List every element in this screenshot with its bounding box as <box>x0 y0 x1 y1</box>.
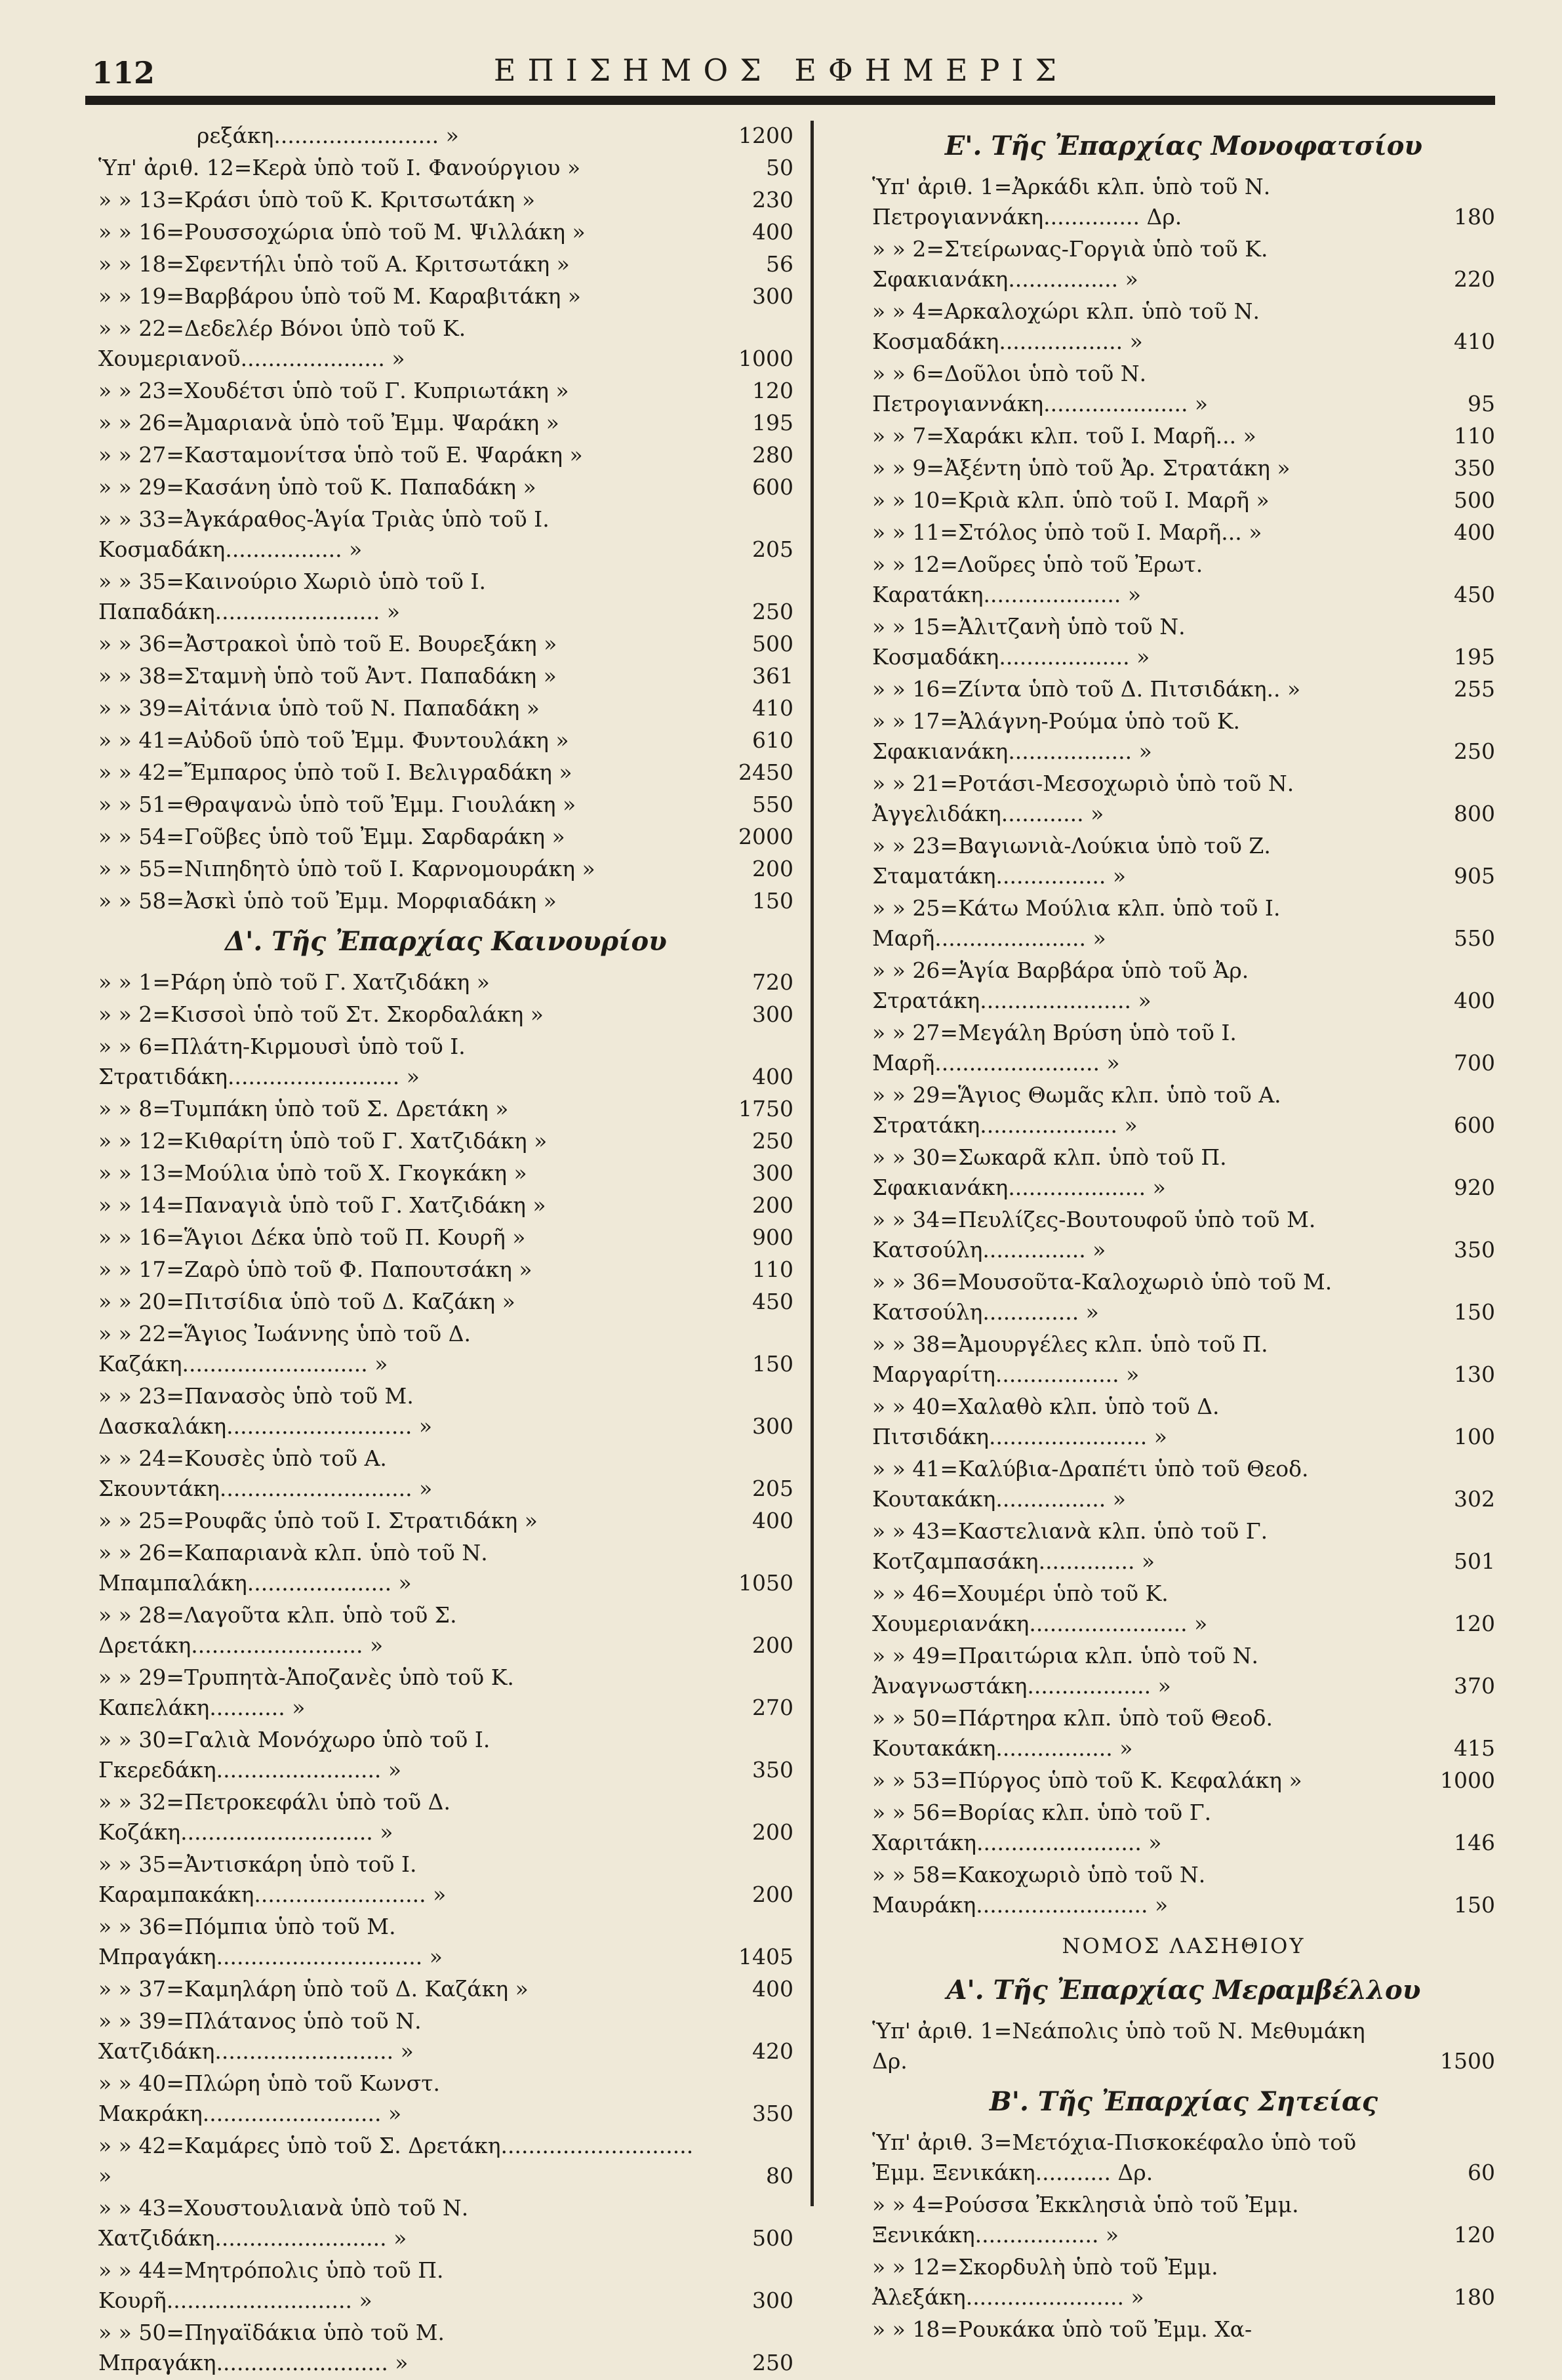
list-item <box>98 1126 793 1156</box>
entry-amount: 450 <box>1454 582 1495 607</box>
list-item <box>98 2131 793 2191</box>
entry-amount: 420 <box>752 2038 793 2064</box>
entry-amount: 205 <box>752 536 793 562</box>
entry-amount: 130 <box>1454 1361 1495 1387</box>
list-item <box>98 1663 793 1723</box>
entry-amount: 900 <box>752 1224 793 1250</box>
list-item <box>98 725 793 756</box>
entry-amount: 120 <box>752 378 793 403</box>
entry-text: » » 23=Χουδέτσι ὑπὸ τοῦ Γ. Κυπριωτάκη » <box>98 378 569 403</box>
entry-text: » » 7=Χαράκι κλπ. τοῦ Ι. Μαρῆ... » <box>872 423 1256 449</box>
list-item <box>872 1267 1495 1327</box>
entry-amount: 501 <box>1454 1548 1495 1574</box>
entry-amount: 280 <box>752 442 793 468</box>
entry-text: » » 40=Πλώρη ὑπὸ τοῦ Κωνστ. Μακράκη.......................... » <box>98 2070 440 2126</box>
entry-text: » » 50=Πάρτηρα κλπ. ὑπὸ τοῦ Θεοδ. Κουτακάκη................. » <box>872 1705 1273 1761</box>
entry-text: » » 9=Ἀξέντη ὑπὸ τοῦ Ἀρ. Στρατάκη » <box>872 455 1291 481</box>
list-item <box>98 661 793 691</box>
list-item <box>872 1392 1495 1452</box>
list-item <box>872 674 1495 704</box>
entry-amount: 50 <box>766 155 793 180</box>
entry-amount: 205 <box>752 1476 793 1501</box>
entry-amount: 1000 <box>1440 1767 1495 1793</box>
list-item <box>872 1798 1495 1858</box>
list-item <box>872 517 1495 548</box>
list-item <box>98 1443 793 1504</box>
entry-amount: 56 <box>766 251 793 277</box>
list-item <box>98 2193 793 2253</box>
list-item <box>98 854 793 884</box>
entry-amount: 120 <box>1454 1611 1495 1636</box>
running-title: ΕΠΙΣΗΜΟΣ ΕΦΗΜΕΡΙΣ <box>493 52 1069 88</box>
list-item <box>98 121 793 151</box>
list-item <box>872 1142 1495 1203</box>
entry-amount: 500 <box>1454 487 1495 513</box>
list-item <box>98 2255 793 2316</box>
page-number: 112 <box>92 55 155 91</box>
entry-text: » » 13=Κράσι ὑπὸ τοῦ Κ. Κριτσωτάκη » <box>98 187 536 212</box>
entry-text: » » 13=Μούλια ὑπὸ τοῦ Χ. Γκογκάκη » <box>98 1160 527 1186</box>
entry-text: » » 38=Ἀμουργέλες κλπ. ὑπὸ τοῦ Π. Μαργαρίτη.................. » <box>872 1331 1268 1387</box>
list-item <box>872 1018 1495 1078</box>
entry-amount: 180 <box>1454 204 1495 230</box>
entry-text: » » 41=Αὐδοῦ ὑπὸ τοῦ Ἐμμ. Φυντουλάκη » <box>98 727 569 753</box>
list-item <box>872 1641 1495 1701</box>
entry-amount: 150 <box>1454 1299 1495 1325</box>
list-item <box>98 1912 793 1972</box>
entry-text: » » 16=Ζίντα ὑπὸ τοῦ Δ. Πιτσιδάκη.. » <box>872 676 1301 702</box>
entry-amount: 255 <box>1454 676 1495 702</box>
entry-text: » » 25=Ρουφᾶς ὑπὸ τοῦ Ι. Στρατιδάκη » <box>98 1508 538 1533</box>
entry-text: » » 25=Κάτω Μούλια κλπ. ὑπὸ τοῦ Ι. Μαρῆ...................... » <box>872 895 1281 951</box>
entry-text: » » 17=Ἀλάγνη-Ρούμα ὑπὸ τοῦ Κ. Σφακιανάκη.................. » <box>872 708 1241 764</box>
nomos-heading: ΝΟΜΟΣ ΛΑΣΗΘΙΟΥ <box>1062 1933 1306 1958</box>
list-item <box>98 153 793 183</box>
entry-amount: 905 <box>1454 863 1495 889</box>
entry-amount: 1000 <box>738 346 793 371</box>
column-divider <box>811 121 814 2206</box>
list-item <box>872 485 1495 515</box>
entry-text: » » 32=Πετροκεφάλι ὑπὸ τοῦ Δ. Κοζάκη............................ » <box>98 1789 451 1845</box>
list-item <box>98 1849 793 1910</box>
entry-text: » » 8=Τυμπάκη ὑπὸ τοῦ Σ. Δρετάκη » <box>98 1096 509 1121</box>
entry-amount: 400 <box>752 1508 793 1533</box>
entry-amount: 100 <box>1454 1424 1495 1449</box>
entry-amount: 200 <box>752 1882 793 1907</box>
entry-text: » » 6=Πλάτη-Κιρμουσὶ ὑπὸ τοῦ Ι. Στρατιδάκη......................... » <box>98 1034 466 1089</box>
entry-amount: 120 <box>1454 2222 1495 2248</box>
entry-amount: 250 <box>752 2350 793 2375</box>
entry-amount: 2450 <box>738 759 793 785</box>
entry-text: » » 16=Ἅγιοι Δέκα ὑπὸ τοῦ Π. Κουρῆ » <box>98 1224 526 1250</box>
entry-text: Ὑπ' ἀριθ. 12=Κερὰ ὑπὸ τοῦ Ι. Φανούργιου » <box>98 155 581 180</box>
entry-amount: 1405 <box>738 1944 793 1969</box>
list-item <box>98 693 793 723</box>
entry-text: » » 34=Πευλίζες-Βουτουφοῦ ὑπὸ τοῦ Μ. Κατσούλη............... » <box>872 1207 1316 1262</box>
entry-amount: 450 <box>752 1289 793 1314</box>
entry-amount: 300 <box>752 1160 793 1186</box>
list-item <box>98 2318 793 2378</box>
entry-amount: 600 <box>752 474 793 500</box>
entry-amount: 1750 <box>738 1096 793 1121</box>
entry-amount: 180 <box>1454 2284 1495 2310</box>
list-item <box>872 1329 1495 1390</box>
entry-amount: 350 <box>1454 1237 1495 1262</box>
entry-text: » » 20=Πιτσίδια ὑπὸ τοῦ Δ. Καζάκη » <box>98 1289 515 1314</box>
entry-text: » » 30=Σωκαρᾶ κλπ. ὑπὸ τοῦ Π. Σφακιανάκη.................... » <box>872 1144 1227 1200</box>
entry-amount: 110 <box>752 1257 793 1282</box>
list-item <box>98 1190 793 1220</box>
list-item <box>98 567 793 627</box>
list-item <box>98 886 793 916</box>
entry-amount: 370 <box>1454 1673 1495 1699</box>
list-item <box>872 1516 1495 1577</box>
entry-amount: 410 <box>1454 329 1495 354</box>
entry-text: » » 53=Πύργος ὑπὸ τοῦ Κ. Κεφαλάκη » <box>872 1767 1302 1793</box>
entry-text: ρεξάκη........................ » <box>197 123 459 148</box>
section-heading: Α'. Τῆς Ἐπαρχίας Μεραμβέλλου <box>946 1975 1421 2006</box>
list-item <box>98 1600 793 1661</box>
entry-amount: 1200 <box>738 123 793 148</box>
entry-text: » » 23=Πανασὸς ὑπὸ τοῦ Μ. Δασκαλάκη........................... » <box>98 1383 433 1439</box>
list-item <box>98 1222 793 1253</box>
entry-text: » » 12=Λοῦρες ὑπὸ τοῦ Ἐρωτ. Καρατάκη.................... » <box>872 552 1203 607</box>
entry-amount: 200 <box>752 1632 793 1658</box>
list-item <box>872 831 1495 891</box>
entry-text: » » 46=Χουμέρι ὑπὸ τοῦ Κ. Χουμεριανάκη....................... » <box>872 1581 1208 1636</box>
entry-text: » » 14=Παναγιὰ ὑπὸ τοῦ Γ. Χατζιδάκη » <box>98 1192 546 1218</box>
entry-text: » » 12=Κιθαρίτη ὑπὸ τοῦ Γ. Χατζιδάκη » <box>98 1128 548 1154</box>
entry-text: » » 29=Ἅγιος Θωμᾶς κλπ. ὑπὸ τοῦ Α. Στρατάκη.................... » <box>872 1082 1281 1138</box>
entry-text: » » 33=Ἀγκάραθος-Ἁγία Τριὰς ὑπὸ τοῦ Ι. Κοσμαδάκη................. » <box>98 506 550 562</box>
entry-amount: 60 <box>1468 2160 1495 2185</box>
list-item <box>872 1765 1495 1796</box>
entry-amount: 95 <box>1468 391 1495 416</box>
entry-amount: 250 <box>752 1128 793 1154</box>
list-item <box>98 1538 793 1598</box>
list-item <box>872 172 1495 232</box>
entry-amount: 110 <box>1454 423 1495 449</box>
entry-text: Ὑπ' ἀριθ. 1=Νεάπολις ὑπὸ τοῦ Ν. Μεθυμάκη Δρ. <box>872 2018 1365 2074</box>
entry-text: » » 43=Καστελιανὰ κλπ. ὑπὸ τοῦ Γ. Κοτζαμπασάκη.............. » <box>872 1518 1268 1574</box>
list-item <box>872 453 1495 483</box>
list-item <box>98 440 793 470</box>
list-item <box>98 967 793 998</box>
entry-text: » » 4=Αρκαλοχώρι κλπ. ὑπὸ τοῦ Ν. Κοσμαδάκη.................. » <box>872 298 1260 354</box>
entry-amount: 80 <box>766 2163 793 2188</box>
entry-text: » » 43=Χουστουλιανὰ ὑπὸ τοῦ Ν. Χατζιδάκη......................... » <box>98 2195 469 2251</box>
header-rule <box>85 96 1495 105</box>
entry-amount: 415 <box>1454 1735 1495 1761</box>
entry-text: » » 18=Ρουκάκα ὑπὸ τοῦ Ἐμμ. Χα- <box>872 2316 1252 2342</box>
list-item <box>98 999 793 1030</box>
list-item <box>872 1860 1495 1920</box>
entry-amount: 300 <box>752 2288 793 2313</box>
entry-text: » » 35=Καινούριο Χωριὸ ὑπὸ τοῦ Ι. Παπαδάκη........................ » <box>98 569 486 624</box>
list-item <box>98 822 793 852</box>
list-item <box>872 893 1495 954</box>
entry-text: » » 12=Σκορδυλὴ ὑπὸ τοῦ Ἐμμ. Ἀλεξάκη....................... » <box>872 2254 1218 2310</box>
entry-text: » » 49=Πραιτώρια κλπ. ὑπὸ τοῦ Ν. Ἀναγνωστάκη.................. » <box>872 1643 1259 1699</box>
list-item <box>872 1703 1495 1764</box>
list-item <box>872 2128 1495 2188</box>
entry-text: » » 36=Πόμπια ὑπὸ τοῦ Μ. Μπραγάκη.............................. » <box>98 1914 443 1969</box>
list-item <box>872 296 1495 357</box>
list-item <box>872 1454 1495 1514</box>
entry-text: » » 39=Αἰτάνια ὑπὸ τοῦ Ν. Παπαδάκη » <box>98 695 540 721</box>
list-item <box>98 217 793 247</box>
list-item <box>98 2068 793 2129</box>
entry-amount: 400 <box>752 1976 793 2002</box>
entry-text: » » 27=Κασταμονίτσα ὑπὸ τοῦ Ε. Ψαράκη » <box>98 442 583 468</box>
list-item <box>872 956 1495 1016</box>
entry-amount: 700 <box>1454 1050 1495 1076</box>
entry-text: » » 26=Καπαριανὰ κλπ. ὑπὸ τοῦ Ν. Μπαμπαλάκη..................... » <box>98 1540 488 1596</box>
section-heading: Β'. Τῆς Ἐπαρχίας Σητείας <box>989 2086 1378 2117</box>
list-item <box>872 1080 1495 1140</box>
entry-amount: 400 <box>1454 988 1495 1013</box>
entry-amount: 195 <box>1454 644 1495 670</box>
entry-text: » » 58=Ἀσκὶ ὑπὸ τοῦ Ἐμμ. Μορφιαδάκη » <box>98 888 557 914</box>
section-heading: Ε'. Τῆς Ἐπαρχίας Μονοφατσίου <box>944 131 1423 161</box>
list-item <box>872 1579 1495 1639</box>
entry-text: » » 17=Ζαρὸ ὑπὸ τοῦ Φ. Παπουτσάκη » <box>98 1257 532 1282</box>
entry-amount: 500 <box>752 631 793 656</box>
list-item <box>98 2006 793 2067</box>
list-item <box>98 1158 793 1188</box>
entry-amount: 400 <box>752 219 793 245</box>
entry-amount: 400 <box>1454 519 1495 545</box>
entry-amount: 550 <box>752 792 793 817</box>
entry-amount: 800 <box>1454 801 1495 826</box>
entry-amount: 2000 <box>738 824 793 849</box>
entry-amount: 150 <box>752 1351 793 1377</box>
list-item <box>98 472 793 502</box>
list-item <box>872 2190 1495 2250</box>
entry-text: » » 19=Βαρβάρου ὑπὸ τοῦ Μ. Καραβιτάκη » <box>98 283 581 309</box>
entry-text: » » 2=Κισσοὶ ὑπὸ τοῦ Στ. Σκορδαλάκη » <box>98 1001 544 1027</box>
entry-text: » » 26=Ἀμαριανὰ ὑπὸ τοῦ Ἐμμ. Ψαράκη » <box>98 410 559 435</box>
entry-text: » » 1=Ράρη ὑπὸ τοῦ Γ. Χατζιδάκη » <box>98 969 490 995</box>
list-item <box>98 790 793 820</box>
entry-text: » » 58=Κακοχωριὸ ὑπὸ τοῦ Ν. Μαυράκη......................... » <box>872 1862 1206 1918</box>
entry-amount: 550 <box>1454 925 1495 951</box>
entry-text: » » 26=Ἁγία Βαρβάρα ὑπὸ τοῦ Ἀρ. Στρατάκη...................... » <box>872 958 1249 1013</box>
list-item <box>872 706 1495 767</box>
entry-amount: 200 <box>752 1819 793 1845</box>
left-column <box>98 121 793 2380</box>
entry-text: » » 29=Τρυπητὰ-Ἀποζανὲς ὑπὸ τοῦ Κ. Καπελάκη........... » <box>98 1664 514 1720</box>
list-item <box>872 2314 1495 2345</box>
list-item <box>98 1725 793 1785</box>
entry-amount: 200 <box>752 856 793 881</box>
entry-text: » » 51=Θραψανὼ ὑπὸ τοῦ Ἐμμ. Γιουλάκη » <box>98 792 576 817</box>
right-column <box>872 121 1495 2347</box>
entry-text: » » 21=Ροτάσι-Μεσοχωριὸ ὑπὸ τοῦ Ν. Ἀγγελιδάκη............ » <box>872 771 1294 826</box>
entry-text: » » 36=Ἀστρακοὶ ὑπὸ τοῦ Ε. Βουρεξάκη » <box>98 631 557 656</box>
entry-text: » » 35=Ἀντισκάρη ὑπὸ τοῦ Ι. Καραμπακάκη......................... » <box>98 1851 447 1907</box>
entry-text: » » 37=Καμηλάρη ὑπὸ τοῦ Δ. Καζάκη » <box>98 1976 529 2002</box>
entry-amount: 610 <box>752 727 793 753</box>
list-item <box>98 1094 793 1124</box>
entry-amount: 1050 <box>738 1570 793 1596</box>
entry-amount: 250 <box>1454 738 1495 764</box>
entry-text: » » 22=Δεδελέρ Βόνοι ὑπὸ τοῦ Κ. Χουμεριανοῦ..................... » <box>98 315 466 371</box>
entry-amount: 410 <box>752 695 793 721</box>
list-item <box>98 1255 793 1285</box>
entry-amount: 230 <box>752 187 793 212</box>
entry-text: » » 27=Μεγάλη Βρύση ὑπὸ τοῦ Ι. Μαρῆ........................ » <box>872 1020 1237 1076</box>
entry-text: » » 10=Κριὰ κλπ. ὑπὸ τοῦ Ι. Μαρῆ » <box>872 487 1270 513</box>
list-item <box>98 504 793 565</box>
entry-text: Ὑπ' ἀριθ. 3=Μετόχια-Πισκοκέφαλο ὑπὸ τοῦ Ἐμμ. Ξενικάκη........... Δρ. <box>872 2129 1357 2185</box>
entry-amount: 300 <box>752 1001 793 1027</box>
entry-amount: 361 <box>752 663 793 689</box>
list-item <box>98 376 793 406</box>
list-item <box>98 757 793 788</box>
list-item <box>872 550 1495 610</box>
list-item <box>98 185 793 215</box>
entry-text: » » 4=Ρούσσα Ἐκκλησιὰ ὑπὸ τοῦ Ἐμμ. Ξενικάκη.................. » <box>872 2192 1299 2248</box>
entry-text: » » 42=Ἔμπαρος ὑπὸ τοῦ Ι. Βελιγραδάκη » <box>98 759 572 785</box>
section-heading: Δ'. Τῆς Ἐπαρχίας Καινουρίου <box>225 926 667 957</box>
entry-amount: 220 <box>1454 266 1495 292</box>
list-item <box>98 1319 793 1379</box>
entry-text: » » 24=Κουσὲς ὑπὸ τοῦ Α. Σκουντάκη............................ » <box>98 1445 433 1501</box>
list-item <box>98 1032 793 1092</box>
entry-text: » » 18=Σφεντήλι ὑπὸ τοῦ Α. Κριτσωτάκη » <box>98 251 570 277</box>
list-item <box>872 612 1495 672</box>
entry-amount: 300 <box>752 283 793 309</box>
entry-text: » » 6=Δοῦλοι ὑπὸ τοῦ Ν. Πετρογιαννάκη..................... » <box>872 361 1209 416</box>
list-item <box>872 359 1495 419</box>
entry-text: » » 40=Χαλαθὸ κλπ. ὑπὸ τοῦ Δ. Πιτσιδάκη....................... » <box>872 1394 1220 1449</box>
entry-text: » » 39=Πλάτανος ὑπὸ τοῦ Ν. Χατζιδάκη.......................... » <box>98 2008 422 2064</box>
entry-text: » » 30=Γαλιὰ Μονόχωρο ὑπὸ τοῦ Ι. Γκερεδάκη........................ » <box>98 1727 491 1783</box>
entry-amount: 400 <box>752 1064 793 1089</box>
list-item <box>98 408 793 438</box>
entry-text: » » 16=Ρουσσοχώρια ὑπὸ τοῦ Μ. Ψιλλάκη » <box>98 219 586 245</box>
entry-text: » » 36=Μουσοῦτα-Καλοχωριὸ ὑπὸ τοῦ Μ. Κατσούλη.............. » <box>872 1269 1332 1325</box>
entry-amount: 1500 <box>1440 2048 1495 2074</box>
list-item <box>872 769 1495 829</box>
list-item <box>98 1381 793 1442</box>
entry-text: Ὑπ' ἀριθ. 1=Ἀρκάδι κλπ. ὑπὸ τοῦ Ν. Πετρογιαννάκη.............. Δρ. <box>872 174 1271 230</box>
entry-text: » » 42=Καμάρες ὑπὸ τοῦ Σ. Δρετάκη............................ » <box>98 2133 694 2188</box>
entry-amount: 350 <box>1454 455 1495 481</box>
entry-amount: 500 <box>752 2225 793 2251</box>
entry-amount: 146 <box>1454 1830 1495 1855</box>
entry-amount: 250 <box>752 599 793 624</box>
list-item <box>872 2252 1495 2312</box>
entry-text: » » 15=Ἀλιτζανὴ ὑπὸ τοῦ Ν. Κοσμαδάκη................... » <box>872 614 1186 670</box>
entry-text: » » 38=Σταμνὴ ὑπὸ τοῦ Ἀντ. Παπαδάκη » <box>98 663 557 689</box>
list-item <box>98 1287 793 1317</box>
entry-text: » » 44=Μητρόπολις ὑπὸ τοῦ Π. Κουρῆ........................... » <box>98 2257 444 2313</box>
entry-amount: 350 <box>752 1757 793 1783</box>
entry-amount: 200 <box>752 1192 793 1218</box>
list-item <box>98 629 793 659</box>
entry-text: » » 28=Λαγοῦτα κλπ. ὑπὸ τοῦ Σ. Δρετάκη......................... » <box>98 1602 457 1658</box>
entry-text: » » 23=Βαγιωνιὰ-Λούκια ὑπὸ τοῦ Ζ. Σταματάκη................ » <box>872 833 1271 889</box>
entry-amount: 150 <box>752 888 793 914</box>
entry-text: » » 50=Πηγαϊδάκια ὑπὸ τοῦ Μ. Μπραγάκη......................... » <box>98 2320 445 2375</box>
entry-text: » » 41=Καλύβια-Δραπέτι ὑπὸ τοῦ Θεοδ. Κουτακάκη................ » <box>872 1456 1309 1512</box>
entry-amount: 302 <box>1454 1486 1495 1512</box>
entry-amount: 920 <box>1454 1175 1495 1200</box>
entry-text: » » 2=Στείρωνας-Γοργιὰ ὑπὸ τοῦ Κ. Σφακιανάκη................ » <box>872 236 1268 292</box>
entry-text: » » 29=Κασάνη ὑπὸ τοῦ Κ. Παπαδάκη » <box>98 474 536 500</box>
entry-text: » » 22=Ἅγιος Ἰωάννης ὑπὸ τοῦ Δ. Καζάκη........................... » <box>98 1321 471 1377</box>
list-item <box>98 313 793 374</box>
entry-text: » » 11=Στόλος ὑπὸ τοῦ Ι. Μαρῆ... » <box>872 519 1262 545</box>
entry-text: » » 56=Βορίας κλπ. ὑπὸ τοῦ Γ. Χαριτάκη........................ » <box>872 1800 1212 1855</box>
entry-text: » » 54=Γοῦβες ὑπὸ τοῦ Ἐμμ. Σαρδαράκη » <box>98 824 565 849</box>
list-item <box>872 2016 1495 2076</box>
entry-amount: 195 <box>752 410 793 435</box>
list-item <box>872 421 1495 451</box>
list-item <box>98 249 793 279</box>
entry-amount: 350 <box>752 2101 793 2126</box>
list-item <box>872 234 1495 294</box>
entry-text: » » 55=Νιπηδητὸ ὑπὸ τοῦ Ι. Καρνομουράκη » <box>98 856 595 881</box>
list-item <box>98 1974 793 2004</box>
entry-amount: 270 <box>752 1695 793 1720</box>
entry-amount: 300 <box>752 1413 793 1439</box>
list-item <box>872 1205 1495 1265</box>
entry-amount: 720 <box>752 969 793 995</box>
entry-amount: 150 <box>1454 1892 1495 1918</box>
entry-amount: 600 <box>1454 1112 1495 1138</box>
list-item <box>98 281 793 312</box>
list-item <box>98 1787 793 1847</box>
list-item <box>98 1506 793 1536</box>
